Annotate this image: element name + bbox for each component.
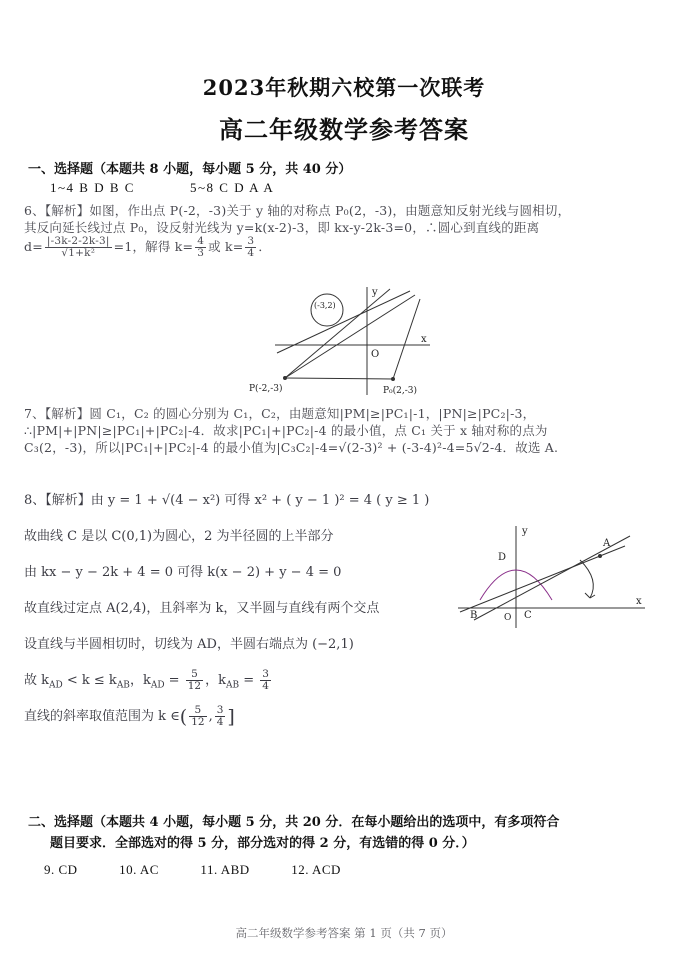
q8-interval-close: ] xyxy=(227,706,235,728)
q7-line3: C₃(2，-3)，所以|PC₁|+|PC₂|-4 的最小值为|C₃C₂|-4=√(2-3)² + (-3-4)²-4=5√2-4．故选 A. xyxy=(24,440,559,455)
q8-line6-a: 故 k xyxy=(24,673,50,688)
page-title-line2: 高二年级数学参考答案 xyxy=(219,115,469,144)
q6-k-value-1 xyxy=(195,236,206,259)
q8-line6: 故 $k_{AD} < k \le k_{AB}$，$k_{AD}$ = $\frac{5}{12}$ ，$k_{AB}$ = $\frac{3}{4}$ xyxy=(24,668,269,692)
question7-solution xyxy=(24,405,669,456)
fig6-ray-3 xyxy=(285,289,390,378)
fig8-label-D: D xyxy=(498,552,507,563)
fig8-label-y: y xyxy=(522,526,528,537)
q6-line3-or: 或 k= xyxy=(208,239,244,254)
q6-line2: 其反向延长线过点 P₀，设反射光线为 y=k(x-2)-3，即 kx-y-2k-3=0，∴圆心到直线的距离 xyxy=(24,220,540,235)
fig8-label-A: A xyxy=(603,538,611,549)
section1-answers-left: 1~4 B D B C xyxy=(50,180,135,195)
q6-distance-numerator: |-3k-2-2k-3| xyxy=(46,235,110,247)
q8-line6-sub-AB: AB xyxy=(116,680,130,691)
q8-line1-body: 由 y = 1 + √(4 − x²) 可得 x² + ( y − 1 )² = 4 ( y ≥ 1 ) xyxy=(90,493,430,508)
fig6-ray-1 xyxy=(285,295,415,378)
fig6-ray-2 xyxy=(277,291,410,353)
fig6-segment-PP0 xyxy=(285,378,393,379)
q8-line6-sub-AD: AD xyxy=(49,680,63,691)
q8-line6-sub-AB2: AB xyxy=(225,680,240,691)
answer-10-value: AC xyxy=(139,862,159,877)
q6-k1-den: 3 xyxy=(197,247,205,259)
q8-interval-left-num: 5 xyxy=(189,705,206,717)
answer-9-value: CD xyxy=(58,862,78,877)
answer-10-num: 10. xyxy=(119,862,137,877)
fig6-point-P xyxy=(283,376,287,380)
q8-interval-left-den: 12 xyxy=(191,716,205,728)
q6-k2-den: 4 xyxy=(247,247,255,259)
q7-line1: 7、【解析】圆 C₁，C₂ 的圆心分别为 C₁，C₂，由题意知|PM|≥|PC₁|-1，|PN|≥|PC₂|-3， xyxy=(24,406,536,421)
fig8-point-A xyxy=(598,554,602,558)
q8-line1-prefix: 8、【解析】 xyxy=(24,493,91,508)
q8-line2: 故曲线 C 是以 C(0,1)为圆心，2 为半径圆的上半部分 xyxy=(24,529,334,544)
fig6-label-origin: O xyxy=(371,349,380,360)
fig8-label-C: C xyxy=(524,610,532,621)
answer-12-value: ACD xyxy=(312,862,341,877)
q8-kAD-den: 12 xyxy=(187,680,202,692)
q6-line3-mid: =1，解得 k= xyxy=(113,239,194,254)
q8-interval-right-num: 3 xyxy=(216,704,224,716)
answer-12-num: 12. xyxy=(291,862,309,877)
q8-line1 xyxy=(24,485,444,521)
q8-kAB-value xyxy=(260,669,271,692)
q6-line3-end: ． xyxy=(258,239,272,254)
q8-line6-c: ，k xyxy=(129,673,151,688)
q8-interval-right-den: 4 xyxy=(216,716,224,728)
q8-kAB-den: 4 xyxy=(262,680,269,692)
fig6-ray-4 xyxy=(393,299,420,379)
fig8-label-B: B xyxy=(470,610,478,621)
q8-line3: 由 kx − y − 2k + 4 = 0 可得 k(x − 2) + y − 4 = 0 xyxy=(24,565,342,580)
q8-line6-sub-AD2: AD xyxy=(150,680,165,691)
q8-line6-b: < k ≤ k xyxy=(62,673,117,688)
fig8-arrow-curve xyxy=(580,560,593,598)
q8-line4: 故直线过定点 A(2,4)，且斜率为 k，又半圆与直线有两个交点 xyxy=(24,601,380,616)
q8-kAD-num: 5 xyxy=(186,669,203,681)
fig6-label-center: (-3,2) xyxy=(314,301,336,310)
section1-heading: 一、选择题（本题共 8 小题，每小题 5 分，共 40 分） xyxy=(28,162,352,177)
q8-line5: 设直线与半圆相切时，切线为 AD，半圆右端点为 (−2,1) xyxy=(24,637,354,652)
q7-line2: ∴|PM|+|PN|≥|PC₁|+|PC₂|-4．故求|PC₁|+|PC₂|-4 的最小值，点 C₁ 关于 x 轴对称的点为 xyxy=(24,423,548,438)
fig6-label-x: x xyxy=(421,334,427,345)
fig8-label-x: x xyxy=(636,596,642,607)
fig6-circle xyxy=(311,294,343,326)
section2-heading: 二、选择题（本题共 4 小题，每小题 5 分，共 20 分．在每小题给出的选项中，有多项符合 xyxy=(28,815,560,830)
q6-k2-num: 3 xyxy=(247,235,255,247)
q8-line6-d: ，k xyxy=(205,673,226,688)
q8-interval-left xyxy=(189,705,206,728)
section2-heading-cont: 题目要求．全部选对的得 5 分，部分选对的得 2 分，有选错的得 0 分．） xyxy=(50,836,475,851)
q8-kAB-num: 3 xyxy=(262,668,269,680)
q6-distance-fraction xyxy=(45,236,112,259)
answer-11-num: 11. xyxy=(200,862,218,877)
question8-solution xyxy=(24,485,444,737)
q8-kAD-value xyxy=(186,669,203,692)
section1-answers-right: 5~8 C D A A xyxy=(190,180,275,195)
q8-line7-a: 直线的斜率取值范围为 k ∈ xyxy=(24,709,180,724)
page-title-line1: 2023年秋期六校第一次联考 xyxy=(202,75,486,100)
fig6-label-y: y xyxy=(372,287,378,298)
fig8-label-O: O xyxy=(504,613,512,623)
answer-9-num: 9. xyxy=(44,862,55,877)
fig6-label-P: P(-2,-3) xyxy=(249,384,283,394)
question6-solution xyxy=(24,202,664,259)
q6-line3 xyxy=(24,236,664,259)
section2-answers xyxy=(44,862,341,878)
answer-11-value: ABD xyxy=(220,862,250,877)
figure-question6 xyxy=(215,283,465,398)
fig6-point-P0 xyxy=(391,377,395,381)
q6-line1: 6、【解析】如图，作出点 P(-2，-3)关于 y 轴的对称点 P₀(2，-3)，由题意知反射光线与圆相切， xyxy=(24,203,571,218)
q6-distance-denominator: √1+k² xyxy=(61,247,96,259)
q6-line3-prefix: d= xyxy=(24,239,43,254)
fig6-label-P0: P₀(2,-3) xyxy=(383,386,418,396)
figure-question8 xyxy=(440,520,655,635)
page-footer: 高二年级数学参考答案 第 1 页（共 7 页） xyxy=(235,926,453,940)
q8-line7: 直线的斜率取值范围为 k ∈( $\frac{5}{12}$ , $\frac{3}{4}$ ] xyxy=(24,704,235,728)
q6-k1-num: 4 xyxy=(197,235,205,247)
q6-k-value-2 xyxy=(245,236,256,259)
q8-interval-open: ( xyxy=(179,706,188,728)
section2-heading-block xyxy=(28,812,662,854)
q8-interval-right xyxy=(215,705,226,728)
